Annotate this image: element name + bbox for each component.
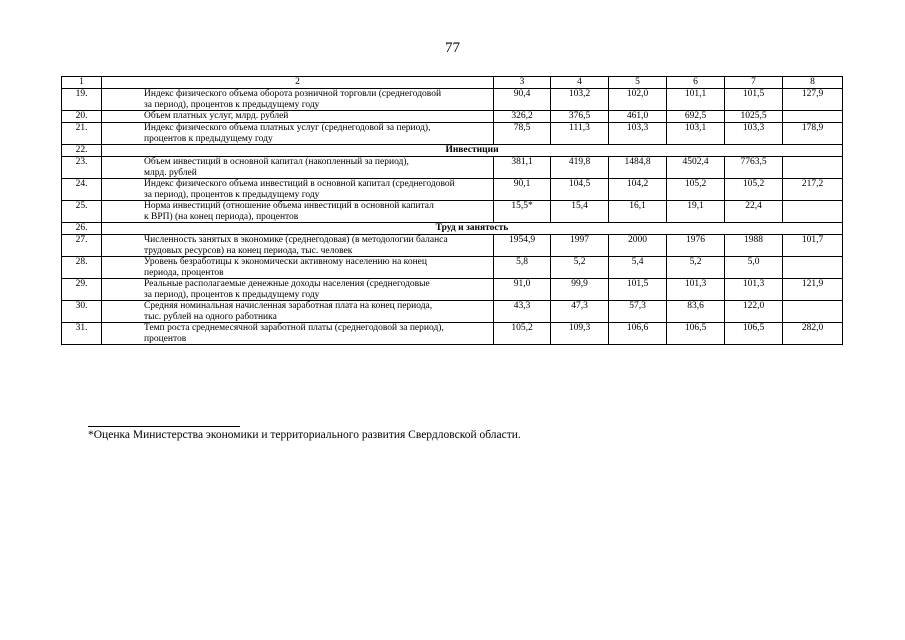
- value-cell: 99,9: [551, 279, 609, 301]
- value-cell: 91,0: [494, 279, 551, 301]
- table-row: [62, 179, 843, 201]
- column-header: 1: [62, 77, 102, 89]
- description-line: Индекс физического объема инвестиций в основной капитал (среднегодовой: [144, 179, 455, 189]
- value-cell: 90,4: [494, 89, 551, 111]
- value-cell: 101,1: [667, 89, 725, 111]
- value-cell: 101,3: [725, 279, 783, 301]
- description-line: трудовых ресурсов) на конец периода, тыс. человек: [144, 245, 353, 256]
- section-row: [62, 223, 843, 235]
- description-line: Средняя номинальная начисленная заработная плата на конец периода,: [144, 301, 433, 311]
- section-title: Инвестиции: [102, 145, 843, 157]
- value-cell: 1976: [667, 235, 725, 257]
- description-line: Объем инвестиций в основной капитал (накопленный за период),: [144, 157, 409, 167]
- section-row: [62, 145, 843, 157]
- value-cell: 101,5: [725, 89, 783, 111]
- value-cell: 692,5: [667, 111, 725, 123]
- column-header: 3: [494, 77, 551, 89]
- column-header: 2: [102, 77, 494, 89]
- value-cell: 104,2: [609, 179, 667, 201]
- value-cell: 217,2: [783, 179, 843, 201]
- row-number: 27.: [62, 235, 102, 257]
- description-line: за период), процентов к предыдущему году: [144, 189, 320, 200]
- indicator-description: [102, 123, 494, 145]
- description-line: за период), процентов к предыдущему году: [144, 289, 320, 300]
- value-cell: 105,2: [725, 179, 783, 201]
- description-line: Объем платных услуг, млрд. рублей: [144, 111, 289, 121]
- table-row: [62, 157, 843, 179]
- description-line: Численность занятых в экономике (среднегодовая) (в методологии баланса: [144, 235, 448, 245]
- value-cell: 90,1: [494, 179, 551, 201]
- indicator-description: [102, 157, 494, 179]
- data-table: [61, 76, 843, 345]
- row-number: 30.: [62, 301, 102, 323]
- value-cell: 106,6: [609, 323, 667, 345]
- value-cell: [783, 111, 843, 123]
- value-cell: 103,3: [725, 123, 783, 145]
- table-row: [62, 301, 843, 323]
- table-row: [62, 235, 843, 257]
- description-line: к ВРП) (на конец периода), процентов: [144, 211, 299, 222]
- row-number: 22.: [62, 145, 102, 157]
- value-cell: 122,0: [725, 301, 783, 323]
- value-cell: 419,8: [551, 157, 609, 179]
- row-number: 20.: [62, 111, 102, 123]
- value-cell: 47,3: [551, 301, 609, 323]
- value-cell: 103,2: [551, 89, 609, 111]
- value-cell: 103,3: [609, 123, 667, 145]
- description-line: Реальные располагаемые денежные доходы населения (среднегодовые: [144, 279, 430, 289]
- column-header: 7: [725, 77, 783, 89]
- value-cell: 5,8: [494, 257, 551, 279]
- page-number: 77: [445, 40, 460, 56]
- table-row: [62, 89, 843, 111]
- value-cell: 282,0: [783, 323, 843, 345]
- table-body: [62, 77, 843, 345]
- value-cell: 15,5*: [494, 201, 551, 223]
- row-number: 25.: [62, 201, 102, 223]
- value-cell: 121,9: [783, 279, 843, 301]
- value-cell: 376,5: [551, 111, 609, 123]
- table-row: [62, 323, 843, 345]
- indicator-description: [102, 257, 494, 279]
- value-cell: 106,5: [725, 323, 783, 345]
- value-cell: 4502,4: [667, 157, 725, 179]
- column-header: 4: [551, 77, 609, 89]
- row-number: 31.: [62, 323, 102, 345]
- value-cell: 105,2: [494, 323, 551, 345]
- description-line: Норма инвестиций (отношение объема инвестиций в основной капитал: [144, 201, 434, 211]
- value-cell: 43,3: [494, 301, 551, 323]
- value-cell: 5,2: [551, 257, 609, 279]
- section-title: Труд и занятость: [102, 223, 843, 235]
- value-cell: 15,4: [551, 201, 609, 223]
- value-cell: 104,5: [551, 179, 609, 201]
- value-cell: 2000: [609, 235, 667, 257]
- value-cell: [783, 301, 843, 323]
- description-line: Уровень безработицы к экономически активному населению на конец: [144, 257, 427, 267]
- table-row: [62, 111, 843, 123]
- value-cell: 109,3: [551, 323, 609, 345]
- value-cell: 101,5: [609, 279, 667, 301]
- value-cell: 22,4: [725, 201, 783, 223]
- table-row: [62, 123, 843, 145]
- column-header: 8: [783, 77, 843, 89]
- table-row: [62, 257, 843, 279]
- indicator-description: [102, 323, 494, 345]
- row-number: 29.: [62, 279, 102, 301]
- table-row: [62, 279, 843, 301]
- indicator-description: [102, 89, 494, 111]
- row-number: 21.: [62, 123, 102, 145]
- table-row: [62, 201, 843, 223]
- value-cell: 381,1: [494, 157, 551, 179]
- column-header: 6: [667, 77, 725, 89]
- value-cell: 101,7: [783, 235, 843, 257]
- value-cell: 106,5: [667, 323, 725, 345]
- description-line: периода, процентов: [144, 267, 224, 278]
- indicator-description: [102, 111, 494, 123]
- value-cell: 103,1: [667, 123, 725, 145]
- indicator-description: [102, 235, 494, 257]
- row-number: 19.: [62, 89, 102, 111]
- value-cell: [783, 201, 843, 223]
- value-cell: 57,3: [609, 301, 667, 323]
- description-line: процентов к предыдущему году: [144, 133, 273, 144]
- value-cell: 326,2: [494, 111, 551, 123]
- description-line: за период), процентов к предыдущему году: [144, 99, 320, 110]
- value-cell: 19,1: [667, 201, 725, 223]
- value-cell: 1025,5: [725, 111, 783, 123]
- value-cell: 16,1: [609, 201, 667, 223]
- footnote: *Оценка Министерства экономики и территориального развития Свердловской области.: [88, 429, 521, 441]
- row-number: 24.: [62, 179, 102, 201]
- value-cell: 1484,8: [609, 157, 667, 179]
- value-cell: 78,5: [494, 123, 551, 145]
- value-cell: 83,6: [667, 301, 725, 323]
- value-cell: 105,2: [667, 179, 725, 201]
- value-cell: 5,0: [725, 257, 783, 279]
- value-cell: 178,9: [783, 123, 843, 145]
- value-cell: 5,2: [667, 257, 725, 279]
- value-cell: [783, 157, 843, 179]
- value-cell: 1997: [551, 235, 609, 257]
- value-cell: 111,3: [551, 123, 609, 145]
- description-line: млрд. рублей: [144, 167, 197, 178]
- indicator-description: [102, 301, 494, 323]
- value-cell: 7763,5: [725, 157, 783, 179]
- value-cell: 101,3: [667, 279, 725, 301]
- indicator-description: [102, 279, 494, 301]
- indicator-description: [102, 201, 494, 223]
- value-cell: 1988: [725, 235, 783, 257]
- value-cell: 461,0: [609, 111, 667, 123]
- footnote-rule: [88, 426, 240, 427]
- row-number: 23.: [62, 157, 102, 179]
- indicator-description: [102, 179, 494, 201]
- value-cell: 5,4: [609, 257, 667, 279]
- description-line: процентов: [144, 333, 187, 344]
- row-number: 26.: [62, 223, 102, 235]
- value-cell: [783, 257, 843, 279]
- value-cell: 127,9: [783, 89, 843, 111]
- table-header-row: [62, 77, 843, 89]
- description-line: Индекс физического объема оборота розничной торговли (среднегодовой: [144, 89, 442, 99]
- row-number: 28.: [62, 257, 102, 279]
- description-line: Индекс физического объема платных услуг (среднегодовой за период),: [144, 123, 431, 133]
- description-line: тыс. рублей на одного работника: [144, 311, 277, 322]
- value-cell: 1954,9: [494, 235, 551, 257]
- description-line: Темп роста среднемесячной заработной платы (среднегодовой за период),: [144, 323, 444, 333]
- column-header: 5: [609, 77, 667, 89]
- value-cell: 102,0: [609, 89, 667, 111]
